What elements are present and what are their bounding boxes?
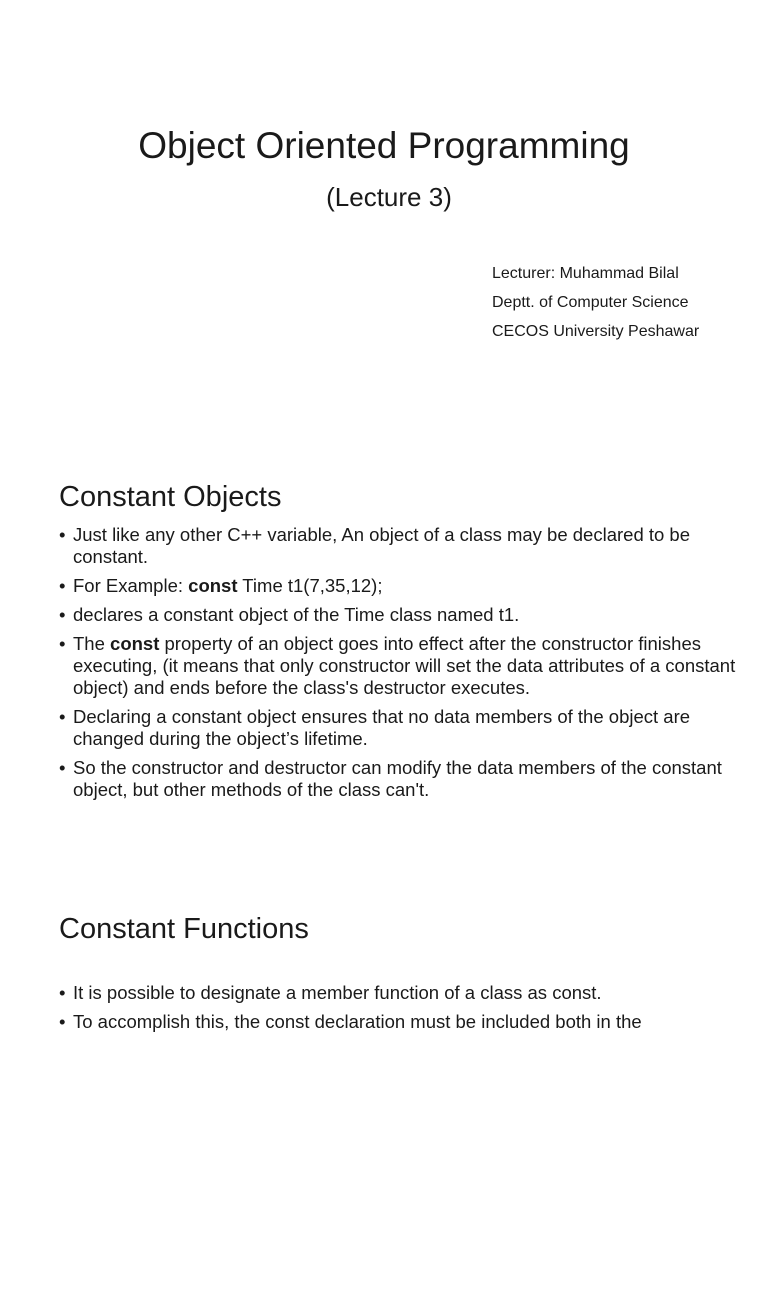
bullet-text: Just like any other C++ variable, An object of a class may be declared to be constant.	[73, 524, 691, 567]
bullet-item	[59, 1011, 739, 1033]
lecture-subtitle: (Lecture 3)	[326, 182, 452, 212]
bullet-text: Declaring a constant object ensures that no data members of the object are changed during the object’s lifetime.	[73, 706, 691, 749]
bullet-item	[59, 575, 739, 597]
const-keyword: const	[188, 575, 238, 596]
constant-objects-slide	[0, 432, 768, 864]
lecture-title: Object Oriented Programming	[138, 125, 630, 166]
bullet-text-prefix: The	[73, 633, 111, 654]
bullet-icon: •	[59, 1011, 66, 1032]
bullet-item	[59, 982, 739, 1004]
constant-objects-heading: Constant Objects	[59, 481, 282, 513]
bullet-icon: •	[59, 706, 66, 727]
title-slide	[0, 0, 768, 432]
bullet-icon: •	[59, 575, 66, 596]
bullet-text-suffix: property of an object goes into effect after the constructor finishes executing, (it means that only constructor will set the data attributes of a constant object) and ends before the class's destructor executes.	[73, 633, 736, 698]
bullet-item	[59, 706, 739, 750]
bullet-text: So the constructor and destructor can modify the data members of the constant object, but other methods of the class can't.	[73, 757, 722, 800]
bullet-icon: •	[59, 524, 66, 545]
lecturer-department: Deptt. of Computer Science	[492, 294, 689, 311]
bullet-icon: •	[59, 757, 66, 778]
constant-objects-bullet-list	[59, 524, 739, 808]
const-keyword: const	[110, 633, 160, 654]
bullet-text: To accomplish this, the const declaration must be included both in the	[73, 1011, 642, 1032]
constant-functions-bullet-list	[59, 982, 739, 1040]
lecturer-name: Lecturer: Muhammad Bilal	[492, 265, 679, 282]
bullet-text-suffix: Time t1(7,35,12);	[237, 575, 383, 596]
bullet-icon: •	[59, 604, 66, 625]
bullet-item	[59, 633, 739, 699]
bullet-item	[59, 524, 739, 568]
bullet-text: It is possible to designate a member function of a class as const.	[73, 982, 602, 1003]
constant-functions-heading: Constant Functions	[59, 913, 309, 945]
bullet-icon: •	[59, 982, 66, 1003]
bullet-text-prefix: For Example:	[73, 575, 189, 596]
lecturer-university: CECOS University Peshawar	[492, 323, 700, 340]
bullet-item	[59, 604, 739, 626]
lecturer-info	[492, 259, 699, 346]
bullet-icon: •	[59, 633, 66, 654]
bullet-text: declares a constant object of the Time class named t1.	[73, 604, 520, 625]
bullet-item	[59, 757, 739, 801]
constant-functions-slide	[0, 864, 768, 1296]
